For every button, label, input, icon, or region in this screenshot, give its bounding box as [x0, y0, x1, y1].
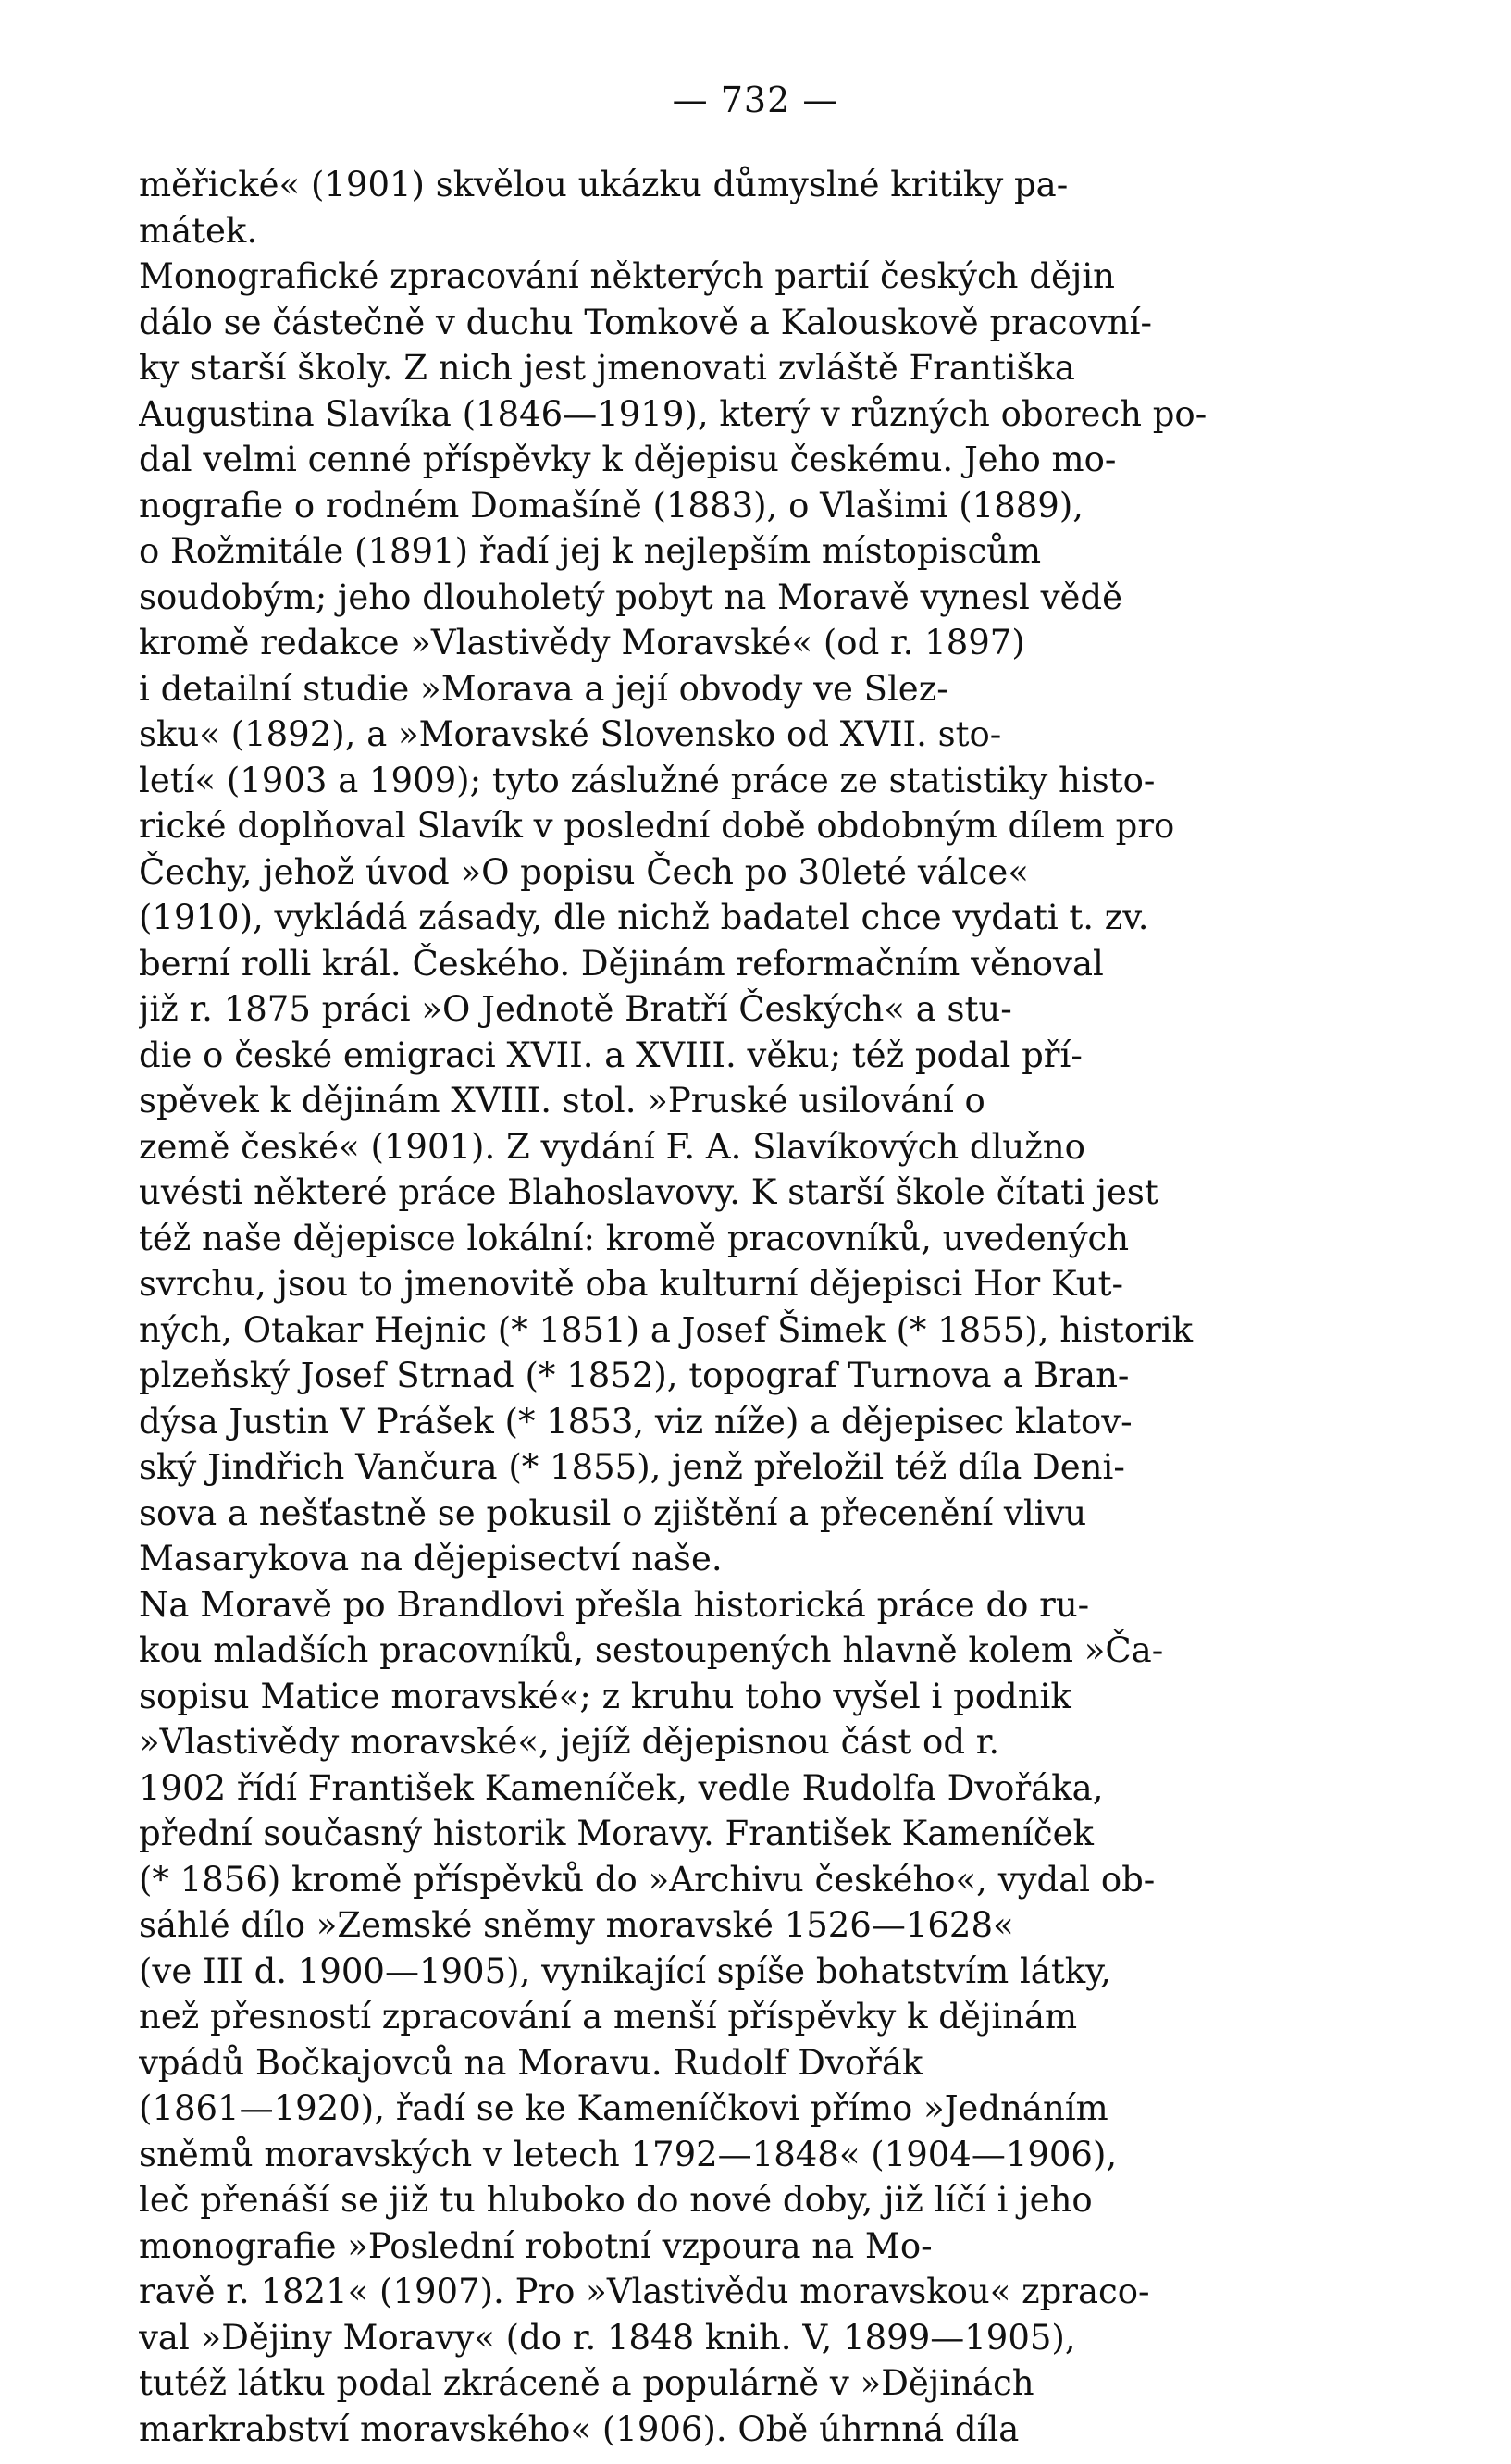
- text-line: nografie o rodném Domašíně (1883), o Vlašimi (1889),: [139, 485, 1084, 526]
- text-line: uvésti některé práce Blahoslavovy. K starší škole čítati jest: [139, 1172, 1158, 1212]
- text-line: leč přenáší se již tu hluboko do nové doby, již líčí i jeho: [139, 2180, 1093, 2220]
- text-line: dýsa Justin V Prášek (* 1853, viz níže) a dějepisec klatov-: [139, 1401, 1133, 1442]
- text-line: sova a nešťastně se pokusil o zjištění a přecenění vlivu: [139, 1492, 1087, 1533]
- text-line: monografie »Poslední robotní vzpoura na Mo-: [139, 2225, 933, 2266]
- text-line: ných, Otakar Hejnic (* 1851) a Josef Šimek (* 1855), historik: [139, 1309, 1193, 1350]
- text-line: mátek.: [139, 210, 258, 251]
- text-line: již r. 1875 práci »O Jednotě Bratří Českých« a stu-: [139, 989, 1012, 1029]
- text-line: plzeňský Josef Strnad (* 1852), topograf Turnova a Bran-: [139, 1356, 1130, 1395]
- text-line: die o české emigraci XVII. a XVIII. věku; též podal pří-: [139, 1034, 1083, 1075]
- text-line: ravě r. 1821« (1907). Pro »Vlastivědu moravskou« zpraco-: [139, 2272, 1150, 2311]
- text-line: kromě redakce »Vlastivědy Moravské« (od r. 1897): [139, 623, 1025, 662]
- text-line: též naše dějepisce lokální: kromě pracovníků, uvedených: [139, 1218, 1130, 1258]
- text-line: sáhlé dílo »Zemské sněmy moravské 1526—1628«: [139, 1905, 1014, 1945]
- text-line: (1910), vykládá zásady, dle nichž badatel chce vydati t. zv.: [139, 898, 1149, 937]
- text-line: ky starší školy. Z nich jest jmenovati zvláště Františka: [139, 348, 1075, 388]
- text-line: tutéž látku podal zkráceně a populárně v »Dějinách: [139, 2363, 1034, 2403]
- text-line: spěvek k dějinám XVIII. stol. »Pruské usilování o: [139, 1081, 985, 1121]
- text-line: měřické« (1901) skvělou ukázku důmyslné kritiky pa-: [139, 165, 1069, 204]
- text-line: markrabství moravského« (1906). Obě úhrnná díla: [139, 2408, 1020, 2449]
- text-line: země české« (1901). Z vydání F. A. Slavíkových dlužno: [139, 1126, 1085, 1167]
- text-line: než přesností zpracování a menší příspěvky k dějinám: [139, 1997, 1078, 2037]
- text-line: Monografické zpracování některých partií českých dějin: [139, 256, 1115, 296]
- text-line: letí« (1903 a 1909); tyto záslužné práce ze statistiky histo-: [139, 760, 1156, 800]
- text-line: rické doplňoval Slavík v poslední době obdobným dílem pro: [139, 806, 1175, 846]
- text-line: sku« (1892), a »Moravské Slovensko od XVII. sto-: [139, 714, 1002, 754]
- text-line: sněmů moravských v letech 1792—1848« (1904—1906),: [139, 2134, 1118, 2174]
- text-line: Masarykova na dějepisectví naše.: [139, 1539, 723, 1579]
- text-line: (* 1856) kromě příspěvků do »Archivu českého«, vydal ob-: [139, 1859, 1156, 1900]
- text-line: vpádů Bočkajovců na Moravu. Rudolf Dvořák: [139, 2042, 923, 2083]
- text-line: berní rolli král. Českého. Dějinám reformačním věnoval: [139, 943, 1104, 984]
- text-line: soudobým; jeho dlouholetý pobyt na Moravě vynesl vědě: [139, 576, 1122, 617]
- text-line: dálo se částečně v duchu Tomkově a Kalouskově pracovní-: [139, 302, 1152, 342]
- body-text: [139, 162, 1369, 2452]
- text-line: Augustina Slavíka (1846—1919), který v různých oborech po-: [139, 393, 1208, 434]
- text-line: svrchu, jsou to jmenovitě oba kulturní dějepisci Hor Kut-: [139, 1264, 1124, 1304]
- text-line: val »Dějiny Moravy« (do r. 1848 knih. V, 1899—1905),: [139, 2317, 1076, 2358]
- text-line: »Vlastivědy moravské«, jejíž dějepisnou část od r.: [139, 1722, 1000, 1762]
- text-line: Čechy, jehož úvod »O popisu Čech po 30leté válce«: [139, 851, 1029, 892]
- text-line: (ve III d. 1900—1905), vynikající spíše bohatstvím látky,: [139, 1950, 1111, 1991]
- text-line: dal velmi cenné příspěvky k dějepisu českému. Jeho mo-: [139, 440, 1117, 479]
- text-line: Na Moravě po Brandlovi přešla historická práce do ru-: [139, 1584, 1090, 1625]
- text-line: přední současný historik Moravy. František Kameníček: [139, 1814, 1094, 1853]
- text-line: o Rožmitále (1891) řadí jej k nejlepším místopiscům: [139, 531, 1042, 571]
- text-line: 1902 řídí František Kameníček, vedle Rudolfa Dvořáka,: [139, 1767, 1104, 1808]
- page-number: — 732 —: [672, 80, 839, 120]
- text-line: ský Jindřich Vančura (* 1855), jenž přeložil též díla Deni-: [139, 1447, 1125, 1487]
- text-line: sopisu Matice moravské«; z kruhu toho vyšel i podnik: [139, 1676, 1071, 1716]
- text-line: (1861—1920), řadí se ke Kameníčkovi přímo »Jednáním: [139, 2088, 1108, 2128]
- text-line: kou mladších pracovníků, sestoupených hlavně kolem »Ča-: [139, 1630, 1164, 1670]
- text-line: i detailní studie »Morava a její obvody ve Slez-: [139, 668, 948, 709]
